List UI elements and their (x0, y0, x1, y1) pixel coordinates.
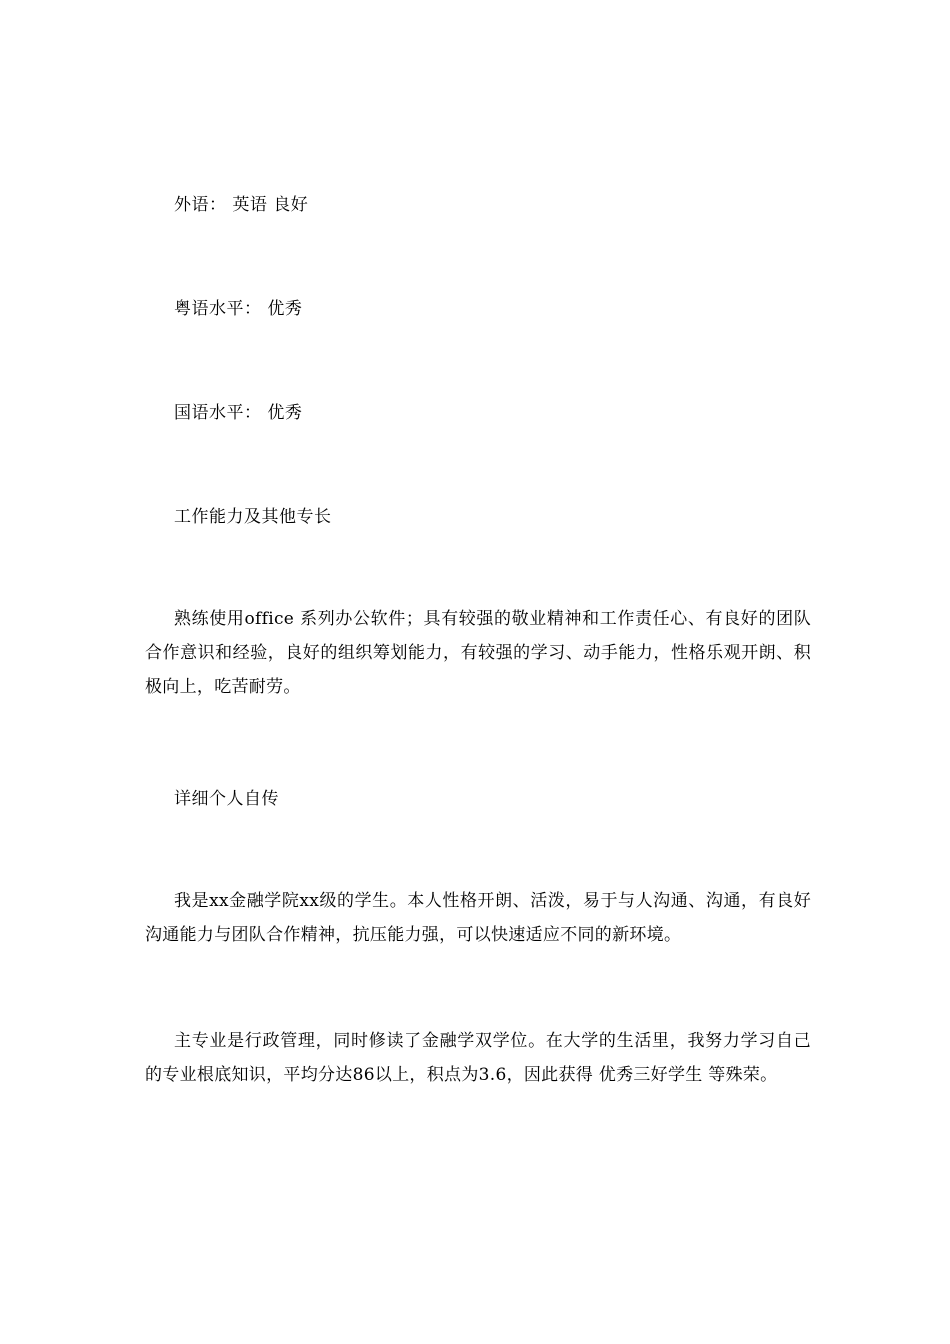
skills-heading: 工作能力及其他专长 (174, 507, 332, 527)
bio-heading: 详细个人自传 (174, 789, 279, 809)
skills-paragraph: 熟练使用office 系列办公软件；具有较强的敬业精神和工作责任心、有良好的团队合作意识和经验，良好的组织筹划能力，有较强的学习、动手能力，性格乐观开朗、积极向上，吃苦耐劳。 (145, 609, 811, 697)
foreign-language-line: 外语： 英语 良好 (174, 195, 309, 215)
bio-paragraph-2: 主专业是行政管理，同时修读了金融学双学位。在大学的生活里，我努力学习自己的专业根底知识，平均分达86以上，积点为3.6，因此获得 优秀三好学生 等殊荣。 (145, 1031, 811, 1085)
cantonese-level-line: 粤语水平： 优秀 (174, 299, 303, 319)
bio-paragraph-1: 我是xx金融学院xx级的学生。本人性格开朗、活泼，易于与人沟通、沟通，有良好沟通能力与团队合作精神，抗压能力强，可以快速适应不同的新环境。 (145, 891, 811, 945)
mandarin-level-line: 国语水平： 优秀 (174, 403, 303, 423)
